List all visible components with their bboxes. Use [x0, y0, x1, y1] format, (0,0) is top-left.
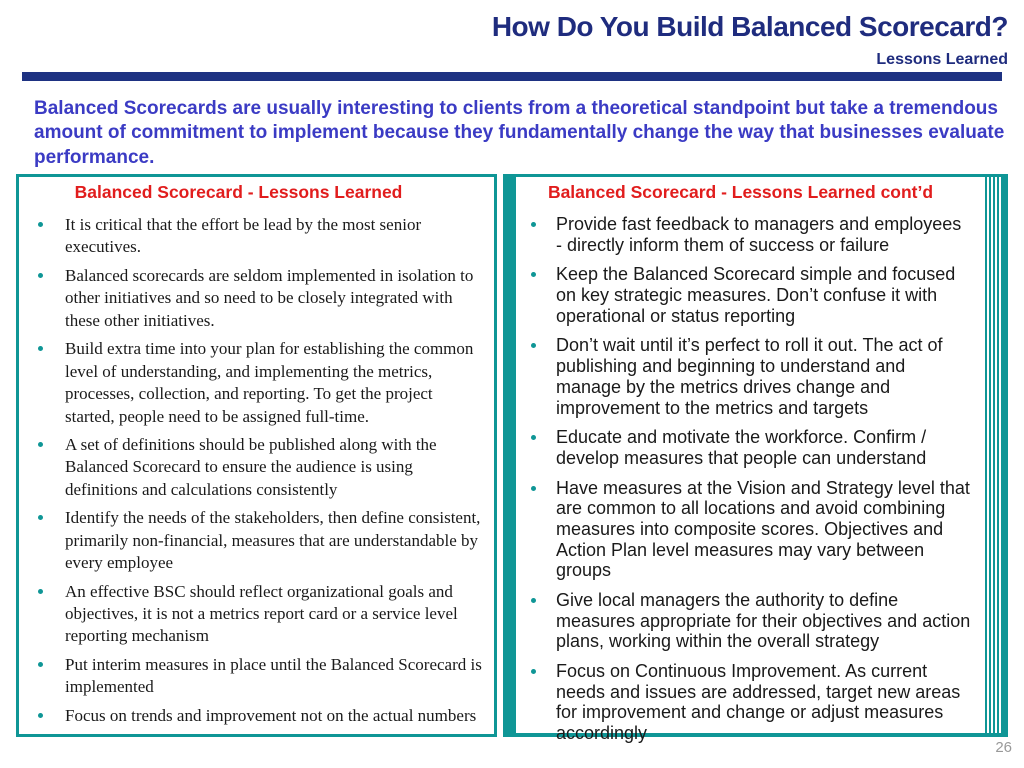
list-item — [516, 590, 971, 652]
right-panel-header: Balanced Scorecard - Lessons Learned cont’d — [547, 182, 934, 202]
right-panel — [503, 174, 1008, 744]
bullet-text: Provide fast feedback to managers and employees - directly inform them of success or failure — [556, 214, 962, 255]
list-item — [19, 214, 484, 259]
bullet-icon — [38, 222, 43, 227]
bullet-icon — [38, 713, 43, 718]
bullet-icon — [38, 662, 43, 667]
bullet-text: Educate and motivate the workforce. Confirm / develop measures that people can understand — [556, 427, 927, 468]
bullet-text: Give local managers the authority to define measures appropriate for their objectives and action plans, working within the overall strategy — [556, 590, 971, 652]
list-item — [516, 264, 971, 326]
page-number: 26 — [995, 739, 1012, 756]
bullet-text: Don’t wait until it’s perfect to roll it out. The act of publishing and beginning to understand and manage by the metrics drives change and improvement to the metrics and targets — [556, 335, 943, 418]
bullet-icon — [531, 435, 536, 440]
bullet-text: Identify the needs of the stakeholders, then define consistent, primarily non-financial, measures that are understandable by every employee — [65, 508, 481, 573]
bullet-text: An effective BSC should reflect organizational goals and objectives, it is not a metrics report card or a service level reporting mechanism — [65, 581, 458, 646]
bullet-text: Have measures at the Vision and Strategy level that are common to all locations and avoid combining measures into composite scores. Objectives and Action Plan level measures may vary between groups — [556, 477, 970, 581]
list-item — [19, 434, 484, 501]
bullet-icon — [531, 669, 536, 674]
bullet-icon — [531, 343, 536, 348]
list-item — [516, 335, 971, 418]
bullet-text: Balanced scorecards are seldom implemented in isolation to other initiatives and so need to be closely integrated with these other initiatives. — [65, 265, 474, 330]
bullet-text: A set of definitions should be published along with the Balanced Scorecard to ensure the audience is using definitions and calculations consistently — [65, 434, 437, 499]
right-panel-bullet-list — [516, 214, 1001, 744]
bullet-icon — [38, 346, 43, 351]
intro-paragraph: Balanced Scorecards are usually interesting to clients from a theoretical standpoint but take a tremendous amount of commitment to implement because they fundamentally change the way that businesses evaluate performance. — [34, 98, 1005, 168]
list-item — [516, 661, 971, 744]
list-item — [19, 507, 484, 574]
bullet-icon — [531, 222, 536, 227]
list-item — [516, 427, 971, 468]
bullet-icon — [38, 515, 43, 520]
bullet-icon — [38, 273, 43, 278]
bullet-text: Build extra time into your plan for establishing the common level of understanding, and implementing the metrics, processes, collection, and reporting. To get the project started, people need to be assigned full-time. — [65, 339, 474, 426]
bullet-icon — [38, 589, 43, 594]
bullet-icon — [531, 486, 536, 491]
list-item — [19, 654, 484, 699]
bullet-text: Put interim measures in place until the Balanced Scorecard is implemented — [65, 654, 482, 697]
bullet-text: Keep the Balanced Scorecard simple and focused on key strategic measures. Don’t confuse it with operational or status reporting — [556, 264, 956, 326]
left-panel-header: Balanced Scorecard - Lessons Learned — [74, 182, 403, 202]
left-panel — [16, 174, 497, 737]
list-item — [19, 265, 484, 332]
left-panel-bullet-list — [19, 214, 494, 727]
slide-title: How Do You Build Balanced Scorecard? — [491, 11, 1008, 42]
bullet-icon — [38, 442, 43, 447]
bullet-icon — [531, 598, 536, 603]
slide-subtitle: Lessons Learned — [876, 51, 1008, 68]
list-item — [19, 338, 484, 428]
bullet-text: It is critical that the effort be lead by the most senior executives. — [65, 215, 422, 257]
bullet-icon — [531, 272, 536, 277]
list-item — [19, 705, 484, 727]
bullet-text: Focus on trends and improvement not on the actual numbers — [65, 705, 477, 725]
list-item — [516, 214, 971, 255]
list-item — [19, 581, 484, 648]
bullet-text: Focus on Continuous Improvement. As current needs and issues are addressed, target new areas for improvement and change or adjust measures accordingly — [556, 661, 961, 744]
list-item — [516, 478, 971, 581]
title-divider-bar — [22, 72, 1002, 81]
